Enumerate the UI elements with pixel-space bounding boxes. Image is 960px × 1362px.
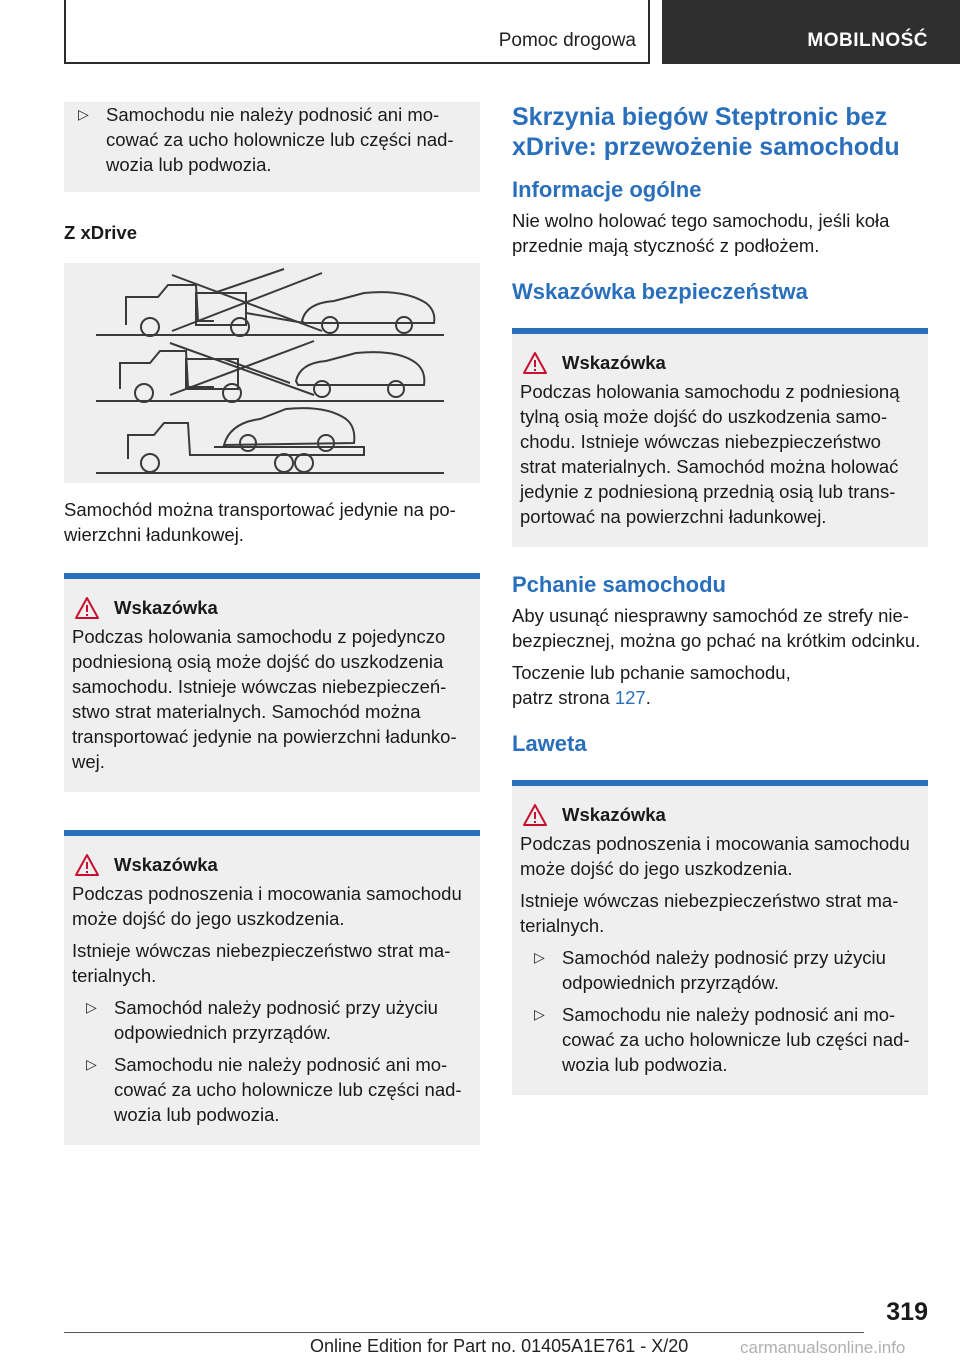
page-title: Skrzynia biegów Steptronic bez xDrive: przewożenie samochodu xyxy=(512,103,900,161)
towing-illustration xyxy=(64,263,480,483)
warning-text: Istnieje wówczas niebezpieczeństwo strat materialnych. xyxy=(72,940,451,986)
list-item xyxy=(520,1002,920,1077)
header-rule-bottom xyxy=(64,62,650,64)
warning-box-lifting xyxy=(64,830,480,1145)
list-item-text: Samochodu nie należy podnosić ani mocować za ucho holownicze lub części nadwozia lub podwozia. xyxy=(114,1054,462,1125)
warning-text: Podczas podnoszenia i mocowania samochodu może dojść do jego uszkodzenia. xyxy=(520,833,910,879)
warning-title: Wskazówka xyxy=(114,854,218,875)
warning-box-partial-lift xyxy=(64,573,480,792)
list-item-text: Samochodu nie należy podnosić ani mocować za ucho holownicze lub części nadwozia lub podwozia. xyxy=(562,1004,910,1075)
triangle-bullet-icon: ▷ xyxy=(86,999,97,1015)
list-item xyxy=(64,102,472,177)
warning-box-rear-lift xyxy=(512,328,928,547)
page-number: 319 xyxy=(886,1298,928,1326)
list-item xyxy=(72,1052,472,1127)
continued-note-box xyxy=(64,102,480,192)
section-heading-safety: Wskazówka bezpieczeństwa xyxy=(512,279,808,304)
reference-end: . xyxy=(645,687,651,708)
list-item xyxy=(520,945,920,995)
warning-title: Wskazówka xyxy=(562,352,666,373)
triangle-bullet-icon: ▷ xyxy=(534,949,545,965)
triangle-bullet-icon: ▷ xyxy=(534,1006,545,1022)
warning-text: Podczas holowania samochodu z pojedynczo podniesioną osią może dojść do uszkodzenia samochodu. Istnieje wówczas niebezpieczeństwo strat materialnych. Samochód można transportować jedynie na powierzchni ładunkowej. xyxy=(72,626,457,772)
footer-rule xyxy=(64,1332,864,1333)
warning-heading xyxy=(74,595,472,620)
warning-triangle-icon xyxy=(74,853,100,877)
left-column xyxy=(64,102,480,1145)
header-rule-divider xyxy=(648,0,650,64)
pushing-text: Aby usunąć niesprawny samochód ze strefy niebezpiecznej, można go pchać na krótkim odcinku. xyxy=(512,605,921,651)
figure-caption: Samochód można transportować jedynie na powierzchni ładunkowej. xyxy=(64,499,456,545)
list-item-text: Samochód należy podnosić przy użyciu odpowiednich przyrządów. xyxy=(562,947,886,993)
warning-text: Istnieje wówczas niebezpieczeństwo strat materialnych. xyxy=(520,890,899,936)
list-item xyxy=(72,995,472,1045)
general-text: Nie wolno holować tego samochodu, jeśli koła przednie mają styczność z podłożem. xyxy=(512,210,890,256)
warning-triangle-icon xyxy=(522,351,548,375)
warning-triangle-icon xyxy=(522,803,548,827)
warning-heading xyxy=(74,852,472,877)
list-item-text: Samochód należy podnosić przy użyciu odpowiednich przyrządów. xyxy=(114,997,438,1043)
warning-title: Wskazówka xyxy=(562,804,666,825)
header-chapter-tab xyxy=(662,0,960,64)
right-column xyxy=(512,102,928,1095)
section-heading-general: Informacje ogólne xyxy=(512,177,702,202)
pushing-reference xyxy=(512,660,812,710)
warning-heading xyxy=(522,802,920,827)
list-item-text: Samochodu nie należy podnosić ani mocować za ucho holownicze lub części nadwozia lub podwozia. xyxy=(106,104,454,175)
warning-heading xyxy=(522,350,920,375)
warning-text: Podczas podnoszenia i mocowania samochodu może dojść do jego uszkodzenia. xyxy=(72,883,462,929)
warning-title: Wskazówka xyxy=(114,597,218,618)
xdrive-label: Z xDrive xyxy=(64,222,138,243)
warning-box-laweta xyxy=(512,780,928,1095)
header-section-title: Pomoc drogowa xyxy=(498,30,636,51)
warning-text: Podczas holowania samochodu z podniesioną tylną osią może dojść do uszkodzenia samochodu. Istnieje wówczas niebezpieczeństwo strat materialnych. Samochód można holować jedynie z podniesioną przednią osią lub transportować na powierzchni ładunkowej. xyxy=(520,381,900,527)
section-heading-laweta: Laweta xyxy=(512,731,587,756)
tow-truck-illustration xyxy=(64,263,480,483)
header-chapter-title: MOBILNOŚĆ xyxy=(807,30,928,51)
header-rule-left xyxy=(64,0,66,64)
footer-edition: Online Edition for Part no. 01405A1E761 - X/20 xyxy=(310,1336,689,1356)
reference-text: Toczenie lub pchanie samochodu, patrz strona xyxy=(512,662,791,708)
warning-triangle-icon xyxy=(74,596,100,620)
section-heading-pushing: Pchanie samochodu xyxy=(512,572,726,597)
triangle-bullet-icon: ▷ xyxy=(86,1056,97,1072)
page-link-127[interactable]: 127 xyxy=(614,687,646,708)
triangle-bullet-icon: ▷ xyxy=(78,106,89,122)
footer-watermark: carmanualsonline.info xyxy=(740,1338,906,1357)
